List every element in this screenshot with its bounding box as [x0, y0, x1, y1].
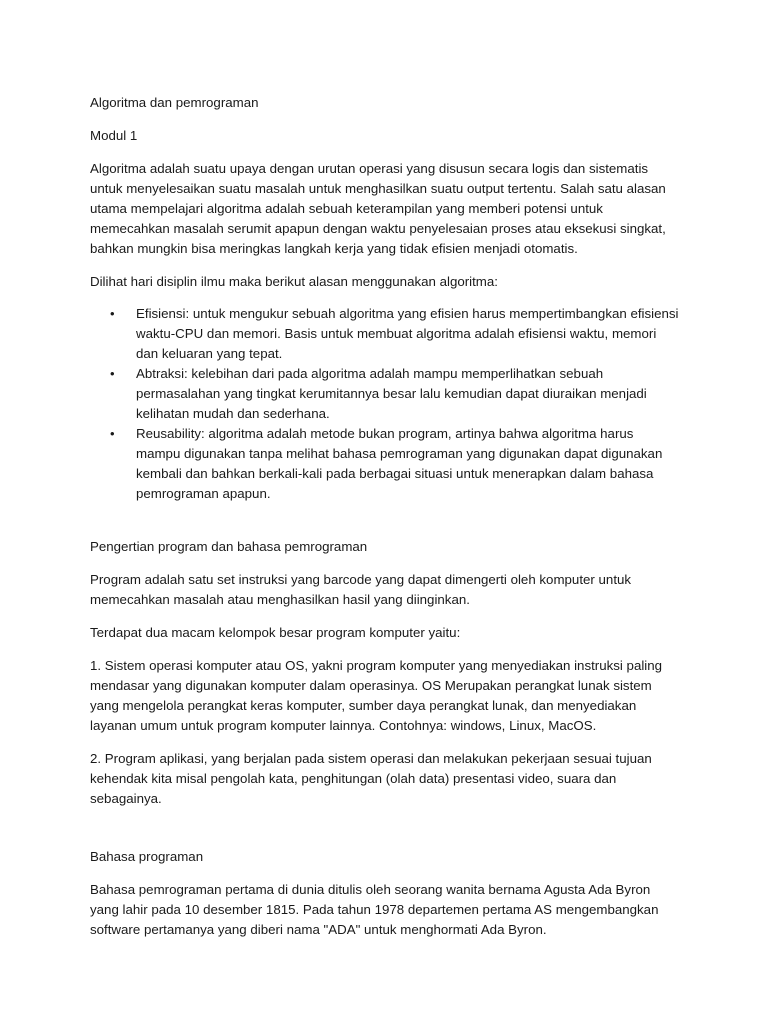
section-heading-bahasa: Bahasa programan [90, 849, 204, 864]
program-definition: Program adalah satu set instruksi yang barcode yang dapat dimengerti oleh komputer untuk memecahkan masalah atau menghasilkan hasil yang diinginkan. [90, 572, 632, 607]
program-type-application: 2. Program aplikasi, yang berjalan pada sistem operasi dan melakukan pekerjaan sesuai tujuan kehendak kita misal pengolah kata, penghitungan (olah data) presentasi video, suara dan sebagainya. [90, 751, 652, 806]
reason-abtraksi: Abtraksi: kelebihan dari pada algoritma adalah mampu memperlihatkan sebuah permasalahan yang tingkat kerumitannya besar lalu kemudian dapat diuraikan menjadi kelihatan mudah dan sederhana. [136, 366, 647, 421]
module-label: Modul 1 [90, 128, 138, 143]
program-groups-intro: Terdapat dua macam kelompok besar program komputer yaitu: [90, 625, 461, 640]
bullet-icon: • [110, 426, 115, 441]
bullet-icon: • [110, 306, 115, 321]
document-page [90, 93, 680, 940]
program-type-os: 1. Sistem operasi komputer atau OS, yakni program komputer yang menyediakan instruksi paling mendasar yang digunakan komputer dalam operasinya. OS Merupakan perangkat lunak sistem yang mengelola perangkat keras komputer, sumber daya perangkat lunak, dan menyediakan layanan umum untuk program komputer lainnya. Contohnya: windows, Linux, MacOS. [90, 658, 663, 733]
reason-efisiensi: Efisiensi: untuk mengukur sebuah algoritma yang efisien harus mempertimbangkan efisiensi waktu-CPU dan memori. Basis untuk membuat algoritma adalah efisiensi waktu, memori dan keluaran yang tepat. [136, 306, 679, 361]
document-title: Algoritma dan pemrograman [90, 95, 259, 110]
list-item [90, 424, 680, 504]
bullet-icon: • [110, 366, 115, 381]
reason-reusability: Reusability: algoritma adalah metode bukan program, artinya bahwa algoritma harus mampu digunakan tanpa melihat bahasa pemrograman yang digunakan dapat digunakan kembali dan bahkan berkali-kali pada berbagai situasi untuk menerapkan dalam bahasa pemrograman apapun. [136, 426, 663, 501]
reasons-intro: Dilihat hari disiplin ilmu maka berikut alasan menggunakan algoritma: [90, 274, 498, 289]
bahasa-paragraph: Bahasa pemrograman pertama di dunia ditulis oleh seorang wanita bernama Agusta Ada Byron yang lahir pada 10 desember 1815. Pada tahun 1978 departemen pertama AS mengembangkan software pertamanya yang diberi nama "ADA" untuk menghormati Ada Byron. [90, 882, 659, 937]
section-heading-program: Pengertian program dan bahasa pemrograman [90, 539, 368, 554]
list-item [90, 364, 680, 424]
intro-paragraph: Algoritma adalah suatu upaya dengan urutan operasi yang disusun secara logis dan sistematis untuk menyelesaikan suatu masalah untuk menghasilkan suatu output tertentu. Salah satu alasan utama mempelajari algoritma adalah sebuah keterampilan yang memberi potensi untuk memecahkan masalah serumit apapun dengan waktu penyelesaian proses atau eksekusi singkat, bahkan mungkin bisa meringkas langkah kerja yang tidak efisien menjadi otomatis. [90, 161, 666, 256]
reasons-list [90, 304, 680, 504]
list-item [90, 304, 680, 364]
